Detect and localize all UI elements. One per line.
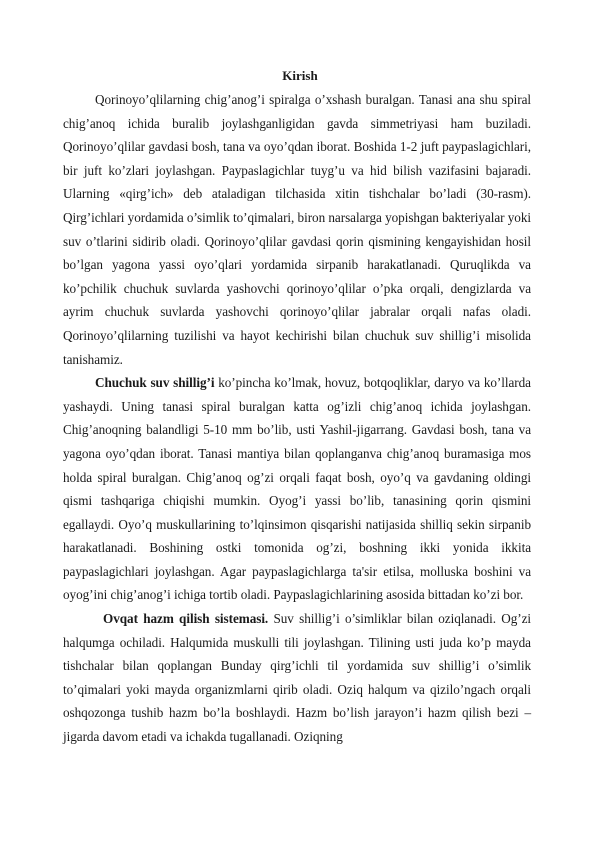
paragraph-lead: Ovqat hazm qilish sistemasi. [103,611,269,627]
paragraph-chuchuk-suv-shilligi [63,371,531,607]
page-title: Kirish [282,68,318,83]
paragraph-ovqat-hazm-qilish [63,607,531,749]
paragraph-intro [63,88,531,371]
paragraph-text: Suv shillig’i o’simliklar bilan oziqlanadi. Og’zi halqumga ochiladi. Halqumida muskulli tili joylashgan. Tilining usti juda ko’p mayda tishchalar bilan qoplangan Bunday qirg’ichli til yordamida suv shillig’i o’simlik to’qimalari yoki mayda organizmlarni qirib oladi. Oziq halqum va qizilo’ngach orqali oshqozonga tushib hazm bo’la boshlaydi. Hazm bo’lish jarayon’i hazm qilish bezi – jigarda davom etadi va ichakda tugallanadi. Oziqning [63,611,531,745]
paragraph-text: ko’pincha ko’lmak, hovuz, botqoqliklar, daryo va ko’llarda yashaydi. Uning tanasi spiral buralgan katta og’izli chig’anoq ichida joylashgan. Chig’anoqning balandligi 5-10 mm bo’lib, usti Yashil-jigarrang. Gavdasi bosh, tana va yagona oyo’qdan iborat. Tanasi mantiya bilan qoplanganva chig’anoq buramasiga mos holda spiral buralgan. Chig’anoq og’zi orqali faqat bosh, oyo’q va gavdaning oldingi qismi tashqariga chiqishi mumkin. Oyog’i yassi bo’lib, tanasining qorin qismini egallaydi. Oyo’q muskullarining to’lqinsimon qisqarishi natijasida shilliq sekin sirpanib harakatlanadi. Boshining ostki tomonida og’zi, boshning ikki yonida ikkita paypaslagichlari joylashgan. Agar paypaslagichlarga ta'sir etilsa, molluska boshini va oyog’ini chig’anog’i ichiga tortib oladi. Paypaslagichlarining asosida bittadan ko’zi bor. [63,375,531,603]
document-body [63,64,531,749]
paragraph-lead: Chuchuk suv shillig’i [95,375,215,391]
paragraph-text: Qorinoyo’qlilarning chig’anog’i spiralga o’xshash buralgan. Tanasi ana shu spiral chig’anoq ichida buralib joylashganligidan gavda simmetriyasi ham buziladi. Qorinoyo’qlilar gavdasi bosh, tana va oyo’qdan iborat. Boshida 1-2 juft paypaslagichlari, bir juft ko’zlari joylashgan. Paypaslagichlar tuyg’u va hid bilish vazifasini bajaradi. Ularning «qirg’ich» deb ataladigan tilchasida xitin tishchalar bo’ladi (30-rasm). Qirg’ichlari yordamida o’simlik to’qimalari, biron narsalarga yopishgan bakteriyalar yoki suv o’tlarini sidirib oladi. Qorinoyo’qlilar gavdasi qorin qismining kengayishidan hosil bo’lgan yagona yassi oyo’qlari yordamida sirpanib harakatlanadi. Quruqlikda va ko’pchilik chuchuk suvlarda yashovchi qorinoyo’qlilar o’pka orqali, dengizlarda va ayrim chuchuk suvlarda yashovchi qorinoyo’qlilar jabralar orqali nafas oladi. Qorinoyo’qlilarning tuzilishi va hayot kechirishi bilan chuchuk suv shillig’i misolida tanishamiz. [63,92,531,367]
